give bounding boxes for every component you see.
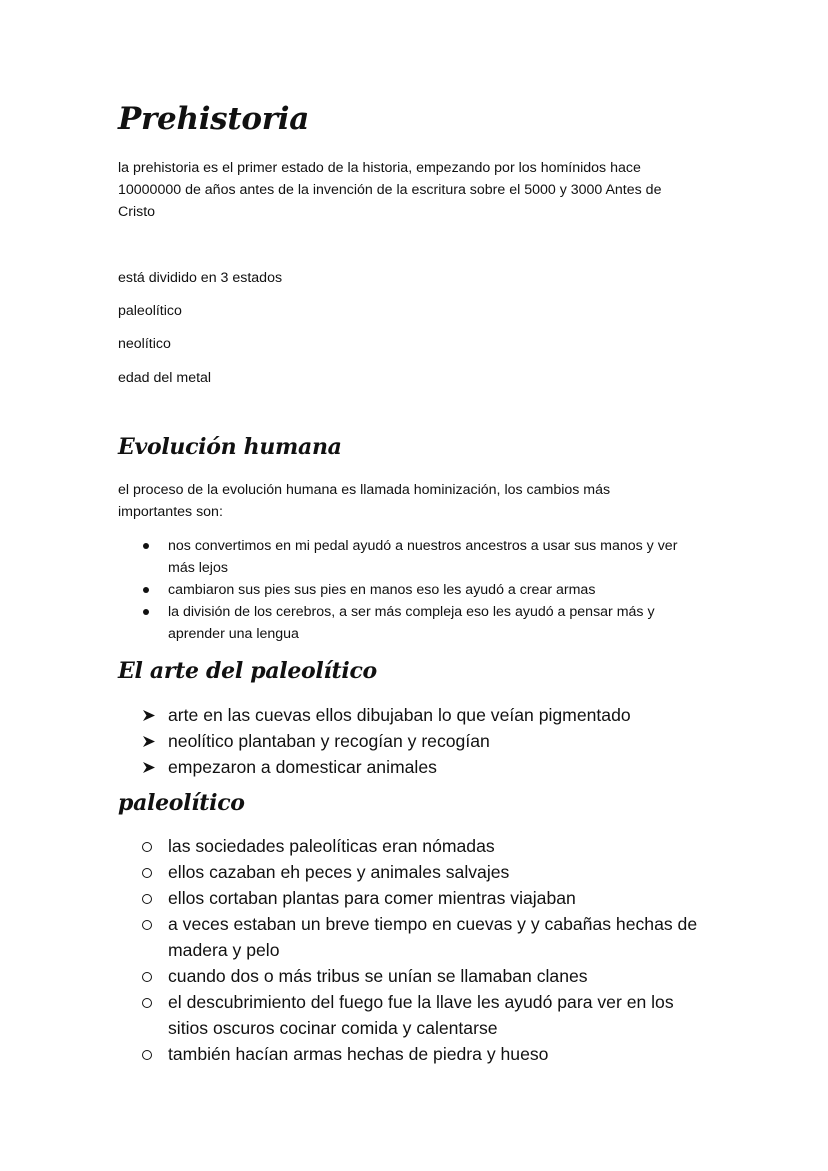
heading-arte-paleolitico: El arte del paleolítico [118,658,377,684]
bullet-dot-icon [143,587,149,593]
list-item: el descubrimiento del fuego fue la llave les ayudó para ver en los sitios oscuros cocinar comida y calentarse [168,989,697,1041]
arrow-bullet-icon [142,709,156,722]
arte-list [168,702,631,780]
list-item: las sociedades paleolíticas eran nómadas [168,833,697,859]
stage-paleolitico: paleolítico [118,303,182,319]
list-item: también hacían armas hechas de piedra y hueso [168,1041,697,1067]
list-item: arte en las cuevas ellos dibujaban lo que veían pigmentado [168,702,631,728]
circle-bullet-icon [142,894,152,904]
list-item: empezaron a domesticar animales [168,754,631,780]
list-item: a veces estaban un breve tiempo en cuevas y y cabañas hechas de madera y pelo [168,911,697,963]
circle-bullet-icon [142,1050,152,1060]
circle-bullet-icon [142,998,152,1008]
bullet-dot-icon [143,609,149,615]
list-item: cuando dos o más tribus se unían se llamaban clanes [168,963,697,989]
list-item: ellos cortaban plantas para comer mientras viajaban [168,885,697,911]
circle-bullet-icon [142,868,152,878]
paleolitico-list [168,833,697,1067]
intro-line: Cristo [118,204,156,220]
circle-bullet-icon [142,842,152,852]
list-item: nos convertimos en mi pedal ayudó a nuestros ancestros a usar sus manos y ver más lejos [168,535,677,579]
division-label: está dividido en 3 estados [118,270,283,286]
list-item: ellos cazaban eh peces y animales salvajes [168,859,697,885]
evolucion-intro [118,479,610,523]
heading-evolucion-humana: Evolución humana [118,434,342,460]
intro-line: 10000000 de años antes de la invención de la escritura sobre el 5000 y 3000 Antes de [118,182,662,198]
circle-bullet-icon [142,920,152,930]
evolucion-list [168,535,677,645]
evolucion-intro-line: el proceso de la evolución humana es llamada hominización, los cambios más [118,482,611,498]
stage-neolitico: neolítico [118,336,171,352]
list-item: neolítico plantaban y recogían y recogían [168,728,631,754]
page-title: Prehistoria [118,101,310,137]
list-item: la división de los cerebros, a ser más compleja eso les ayudó a pensar más y aprender una lengua [168,601,677,645]
intro-paragraph [118,157,661,223]
circle-bullet-icon [142,972,152,982]
evolucion-intro-line: importantes son: [118,504,223,520]
bullet-dot-icon [143,543,149,549]
intro-line: la prehistoria es el primer estado de la historia, empezando por los homínidos hace [118,160,641,176]
arrow-bullet-icon [142,761,156,774]
arrow-bullet-icon [142,735,156,748]
list-item: cambiaron sus pies sus pies en manos eso les ayudó a crear armas [168,579,677,601]
heading-paleolitico: paleolítico [118,790,245,816]
stage-edad-del-metal: edad del metal [118,370,212,386]
